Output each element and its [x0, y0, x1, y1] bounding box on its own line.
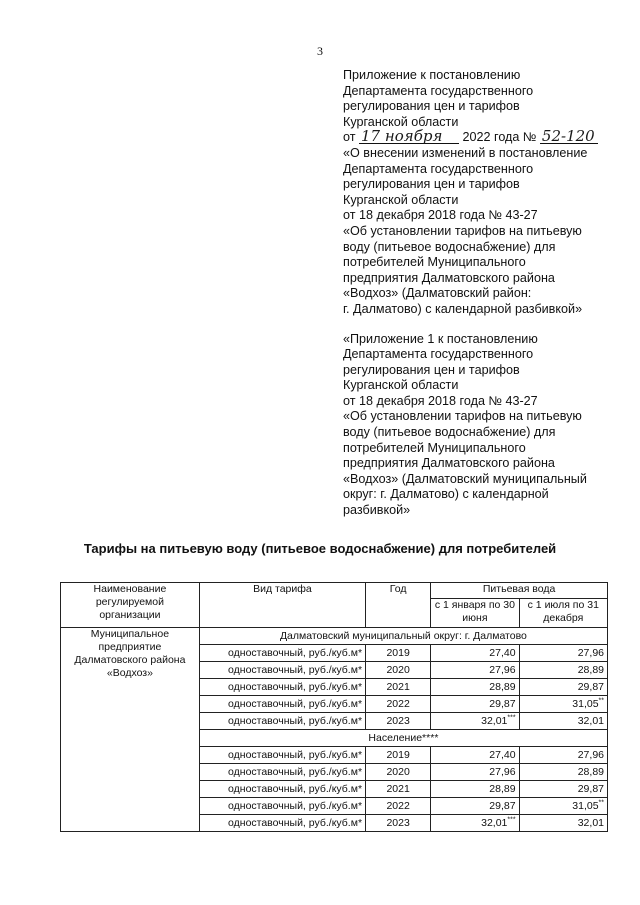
header-period-2: с 1 июля по 31 декабря	[519, 599, 607, 628]
tariff-value: 28,89	[577, 765, 604, 778]
tariff-table	[60, 582, 608, 832]
tariff-h2	[519, 679, 607, 696]
tariff-h2	[519, 747, 607, 764]
appendix-line: Курганской области	[343, 192, 459, 207]
tariff-h2	[519, 781, 607, 798]
tariff-type: одноставочный, руб./куб.м*	[199, 713, 365, 730]
footnote-mark: **	[598, 697, 604, 704]
appendix-line: «Об установлении тарифов на питьевую	[343, 409, 582, 424]
appendix-line: Курганской области	[343, 114, 459, 129]
appendix-line: предприятия Далматовского района	[343, 456, 555, 471]
tariff-value: 32,01	[481, 816, 508, 829]
appendix-line: округ: г. Далматово) с календарной	[343, 487, 549, 502]
tariff-value: 27,96	[577, 646, 604, 659]
tariff-value: 29,87	[489, 697, 516, 710]
tariff-type: одноставочный, руб./куб.м*	[199, 645, 365, 662]
appendix-line: «Об установлении тарифов на питьевую	[343, 223, 582, 238]
tariff-type: одноставочный, руб./куб.м*	[199, 781, 365, 798]
appendix-amendment-title	[343, 146, 633, 318]
date-year: 2022 года №	[462, 130, 537, 145]
tariff-type: одноставочный, руб./куб.м*	[199, 679, 365, 696]
tariff-value: 29,87	[577, 782, 604, 795]
appendix-line: предприятия Далматовского района	[343, 270, 555, 285]
table-title: Тарифы на питьевую воду (питьевое водоснабжение) для потребителей	[83, 541, 557, 556]
tariff-year: 2023	[366, 713, 431, 730]
appendix-line: регулирования цен и тарифов	[343, 362, 520, 377]
appendix-intro	[343, 68, 633, 130]
tariff-value: 32,01	[577, 714, 604, 727]
header-water: Питьевая вода	[431, 583, 608, 599]
appendix-line: от 18 декабря 2018 года № 43-27	[343, 393, 538, 408]
appendix-header	[343, 68, 633, 519]
handwritten-date: 17 ноября	[359, 130, 459, 144]
appendix-line: разбивкой»	[343, 503, 411, 518]
appendix-original-title	[343, 332, 633, 519]
tariff-value: 31,05	[572, 697, 599, 710]
organization-name: Муниципальное предприятие Далматовского района «Водхоз»	[61, 628, 200, 832]
tariff-year: 2020	[366, 662, 431, 679]
appendix-line: потребителей Муниципального	[343, 255, 526, 270]
tariff-type: одноставочный, руб./куб.м*	[199, 747, 365, 764]
footnote-mark: **	[598, 799, 604, 806]
handwritten-number: 52-120	[540, 130, 598, 144]
tariff-type: одноставочный, руб./куб.м*	[199, 798, 365, 815]
header-type: Вид тарифа	[199, 583, 365, 628]
appendix-line: г. Далматово) с календарной разбивкой»	[343, 301, 583, 316]
tariff-value: 29,87	[577, 680, 604, 693]
tariff-value: 31,05	[572, 799, 599, 812]
appendix-line: «Приложение 1 к постановлению	[343, 331, 538, 346]
appendix-line: Департамента государственного	[343, 347, 534, 362]
tariff-table-body	[61, 628, 608, 832]
tariff-h1	[431, 798, 519, 815]
header-org: Наименование регулируемой организации	[61, 583, 200, 628]
tariff-h2	[519, 764, 607, 781]
tariff-value: 27,96	[577, 748, 604, 761]
section-title: Население****	[199, 730, 607, 747]
tariff-type: одноставочный, руб./куб.м*	[199, 662, 365, 679]
appendix-line: «Водхоз» (Далматовский район:	[343, 286, 532, 301]
tariff-value: 27,96	[489, 663, 516, 676]
appendix-line: «Водхоз» (Далматовский муниципальный	[343, 471, 587, 486]
page-number: 3	[317, 44, 323, 58]
tariff-value: 27,40	[489, 748, 516, 761]
tariff-h1	[431, 645, 519, 662]
tariff-year: 2021	[366, 679, 431, 696]
tariff-h2	[519, 798, 607, 815]
appendix-line: от 18 декабря 2018 года № 43-27	[343, 208, 538, 223]
tariff-value: 28,89	[489, 782, 516, 795]
tariff-value: 32,01	[481, 714, 508, 727]
tariff-h1	[431, 662, 519, 679]
appendix-line: воду (питьевое водоснабжение) для	[343, 239, 556, 254]
tariff-value: 27,96	[489, 765, 516, 778]
header-year: Год	[366, 583, 431, 628]
tariff-year: 2020	[366, 764, 431, 781]
tariff-year: 2019	[366, 645, 431, 662]
tariff-type: одноставочный, руб./куб.м*	[199, 696, 365, 713]
appendix-line: «О внесении изменений в постановление	[343, 145, 588, 160]
tariff-h2	[519, 713, 607, 730]
footnote-mark: ***	[507, 714, 516, 721]
tariff-h2	[519, 662, 607, 679]
tariff-type: одноставочный, руб./куб.м*	[199, 815, 365, 832]
appendix-line: Департамента государственного	[343, 83, 534, 98]
tariff-year: 2022	[366, 696, 431, 713]
appendix-line: потребителей Муниципального	[343, 440, 526, 455]
tariff-h2	[519, 645, 607, 662]
tariff-h2	[519, 815, 607, 832]
tariff-h1	[431, 696, 519, 713]
date-prefix: от	[343, 130, 356, 145]
appendix-line: регулирования цен и тарифов	[343, 177, 520, 192]
appendix-date-line	[343, 127, 633, 146]
tariff-value: 28,89	[577, 663, 604, 676]
tariff-h1	[431, 781, 519, 798]
tariff-h1	[431, 747, 519, 764]
section-row	[61, 628, 608, 645]
tariff-h1	[431, 713, 519, 730]
tariff-value: 32,01	[577, 816, 604, 829]
appendix-line: Департамента государственного	[343, 161, 534, 176]
tariff-year: 2023	[366, 815, 431, 832]
tariff-value: 27,40	[489, 646, 516, 659]
tariff-h1	[431, 679, 519, 696]
section-title: Далматовский муниципальный округ: г. Далматово	[199, 628, 607, 645]
tariff-year: 2019	[366, 747, 431, 764]
tariff-value: 29,87	[489, 799, 516, 812]
tariff-type: одноставочный, руб./куб.м*	[199, 764, 365, 781]
tariff-value: 28,89	[489, 680, 516, 693]
tariff-h1	[431, 815, 519, 832]
appendix-line: воду (питьевое водоснабжение) для	[343, 425, 556, 440]
header-period-1: с 1 января по 30 июня	[431, 599, 519, 628]
appendix-line: регулирования цен и тарифов	[343, 99, 520, 114]
appendix-line: Курганской области	[343, 378, 459, 393]
tariff-h2	[519, 696, 607, 713]
tariff-year: 2022	[366, 798, 431, 815]
footnote-mark: ***	[507, 816, 516, 823]
tariff-h1	[431, 764, 519, 781]
appendix-line: Приложение к постановлению	[343, 68, 521, 82]
tariff-year: 2021	[366, 781, 431, 798]
